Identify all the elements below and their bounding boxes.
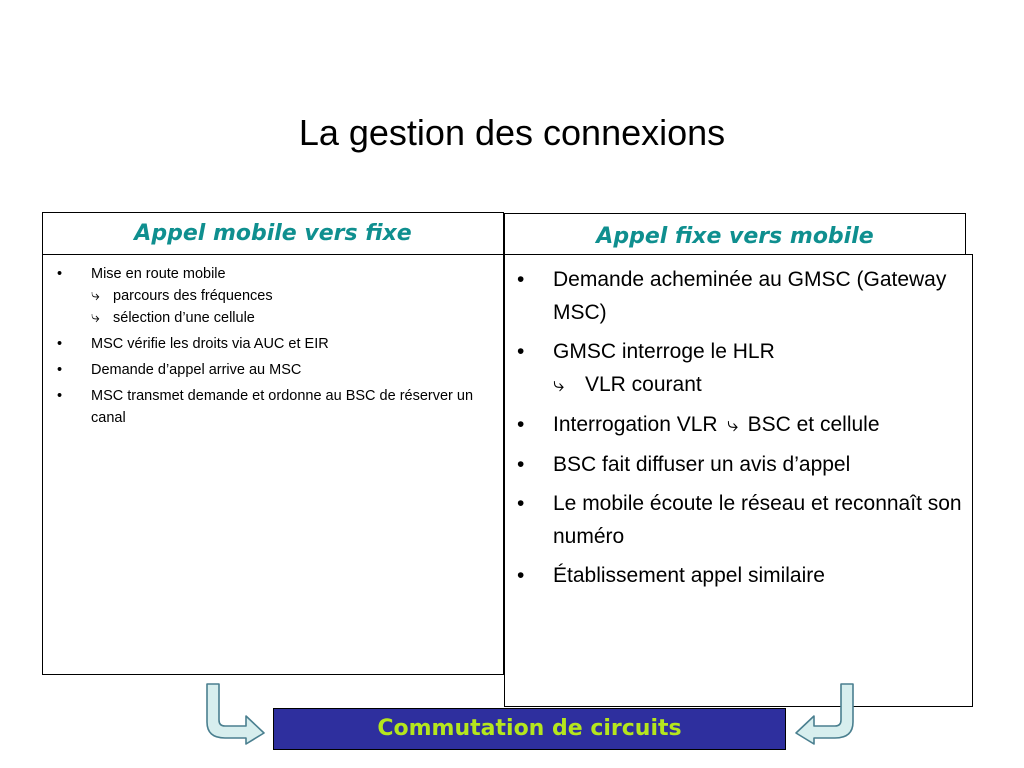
list-item <box>43 385 503 429</box>
bullet-icon: • <box>517 413 525 436</box>
right-column-body <box>504 254 973 707</box>
bullet-icon: • <box>517 492 525 515</box>
curved-arrow-icon: ⤷ <box>727 414 739 436</box>
sub-item-text: parcours des fréquences <box>113 288 273 304</box>
sub-item-text: sélection d’une cellule <box>113 310 255 326</box>
bullet-icon: • <box>517 340 525 363</box>
bullet-icon: • <box>57 362 63 378</box>
list-item <box>505 487 972 553</box>
list-item <box>505 408 972 442</box>
list-item <box>505 335 972 402</box>
list-item-text: Interrogation VLR <box>553 413 718 436</box>
list-item <box>43 359 503 381</box>
list-item <box>43 333 503 355</box>
list-item <box>505 263 972 329</box>
list-item-text: MSC vérifie les droits via AUC et EIR <box>91 336 329 352</box>
curved-arrow-left-icon <box>204 682 266 746</box>
list-item-text: Établissement appel similaire <box>553 564 825 587</box>
bullet-icon: • <box>57 336 63 352</box>
list-item-text: Le mobile écoute le réseau et reconnaît son numéro <box>553 492 962 548</box>
list-item-text: Mise en route mobile <box>91 266 226 282</box>
bullet-icon: • <box>57 388 63 404</box>
sub-item-text: VLR courant <box>585 373 702 396</box>
left-bullet-list <box>43 255 503 429</box>
list-item <box>43 263 503 329</box>
curved-arrow-icon: ⤷ <box>91 287 100 304</box>
list-item <box>505 559 972 592</box>
bullet-icon: • <box>517 564 525 587</box>
sub-item <box>553 368 972 402</box>
slide-title: La gestion des connexions <box>298 112 726 153</box>
sub-item <box>91 307 503 329</box>
right-bullet-list <box>505 255 972 592</box>
circuit-switching-banner: Commutation de circuits <box>273 708 786 750</box>
list-item-text: Demande acheminée au GMSC (Gateway MSC) <box>553 268 947 324</box>
left-column-body <box>42 254 504 675</box>
bullet-icon: • <box>517 453 525 476</box>
bullet-icon: • <box>57 266 63 282</box>
curved-arrow-right-icon <box>794 682 856 746</box>
right-column-header: Appel fixe vers mobile <box>504 213 966 257</box>
list-item-text: BSC fait diffuser un avis d’appel <box>553 453 851 476</box>
list-item-text: Demande d’appel arrive au MSC <box>91 362 302 378</box>
list-item-text: BSC et cellule <box>747 413 880 436</box>
list-item <box>505 448 972 481</box>
curved-arrow-icon: ⤷ <box>553 374 565 396</box>
left-column-header: Appel mobile vers fixe <box>42 212 504 256</box>
bullet-icon: • <box>517 268 525 291</box>
list-item-text: GMSC interroge le HLR <box>553 340 775 363</box>
sub-item <box>91 285 503 307</box>
curved-arrow-icon: ⤷ <box>91 309 100 326</box>
list-item-text: MSC transmet demande et ordonne au BSC de réserver un canal <box>91 388 474 426</box>
